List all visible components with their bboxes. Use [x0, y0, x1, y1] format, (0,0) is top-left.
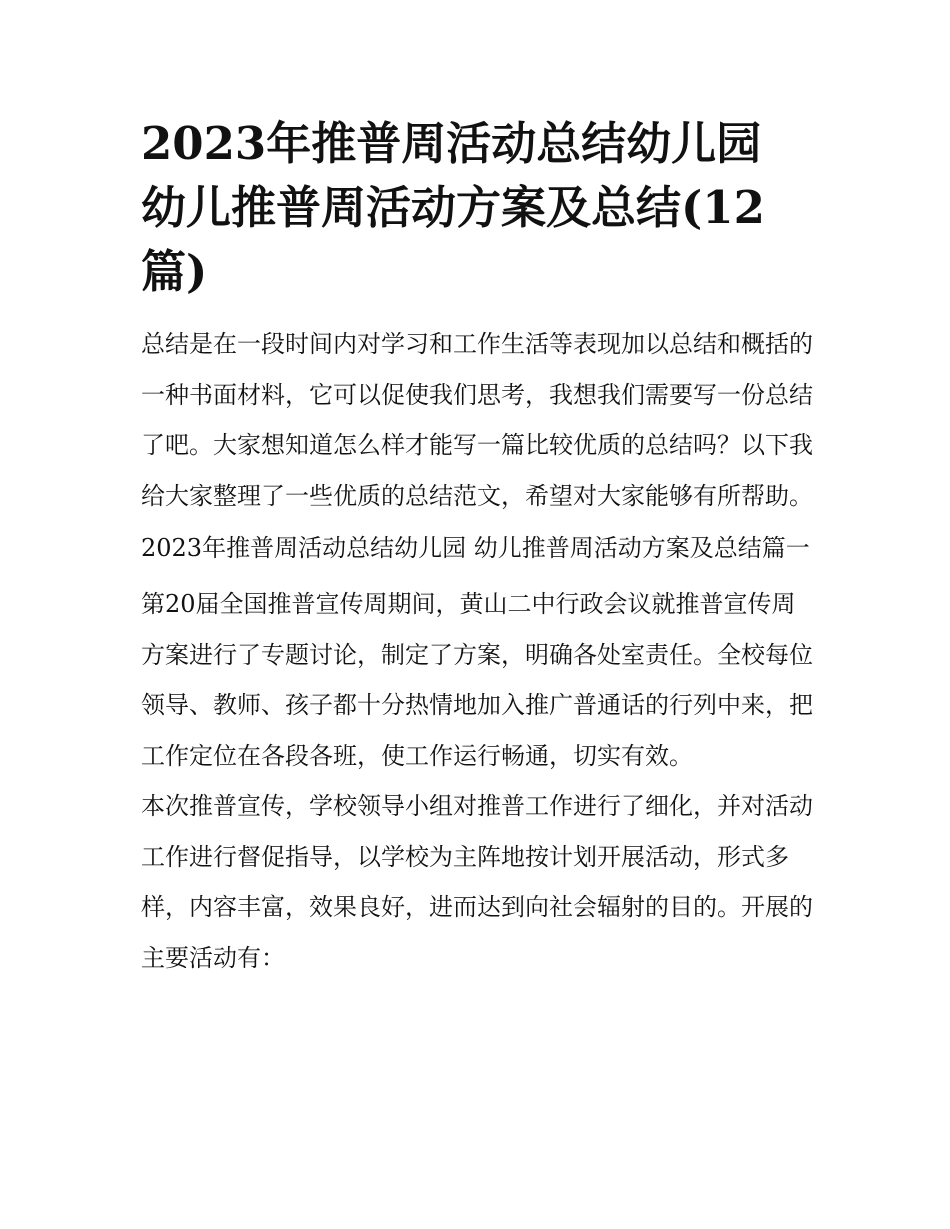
document-title: 2023年推普周活动总结幼儿园 幼儿推普周活动方案及总结(12篇) [141, 117, 765, 298]
document-page [141, 112, 813, 983]
body-paragraph-1: 第20届全国推普宣传周期间，黄山二中行政会议就推普宣传周方案进行了专题讨论，制定了方案，明确各处室责任。全校每位领导、教师、孩子都十分热情地加入推广普通话的行列中来，把工作定位在各段各班，使工作运行畅通，切实有效。 [141, 590, 813, 770]
intro-paragraph: 总结是在一段时间内对学习和工作生活等表现加以总结和概括的一种书面材料，它可以促使我们思考，我想我们需要写一份总结了吧。大家想知道怎么样才能写一篇比较优质的总结吗？以下我给大家整理了一些优质的总结范文，希望对大家能够有所帮助。 [141, 330, 813, 510]
body-paragraph-2: 本次推普宣传，学校领导小组对推普工作进行了细化，并对活动工作进行督促指导，以学校为主阵地按计划开展活动，形式多样，内容丰富，效果良好，进而达到向社会辐射的目的。开展的主要活动有： [141, 792, 813, 972]
section-heading: 2023年推普周活动总结幼儿园 幼儿推普周活动方案及总结篇一 [141, 534, 810, 562]
